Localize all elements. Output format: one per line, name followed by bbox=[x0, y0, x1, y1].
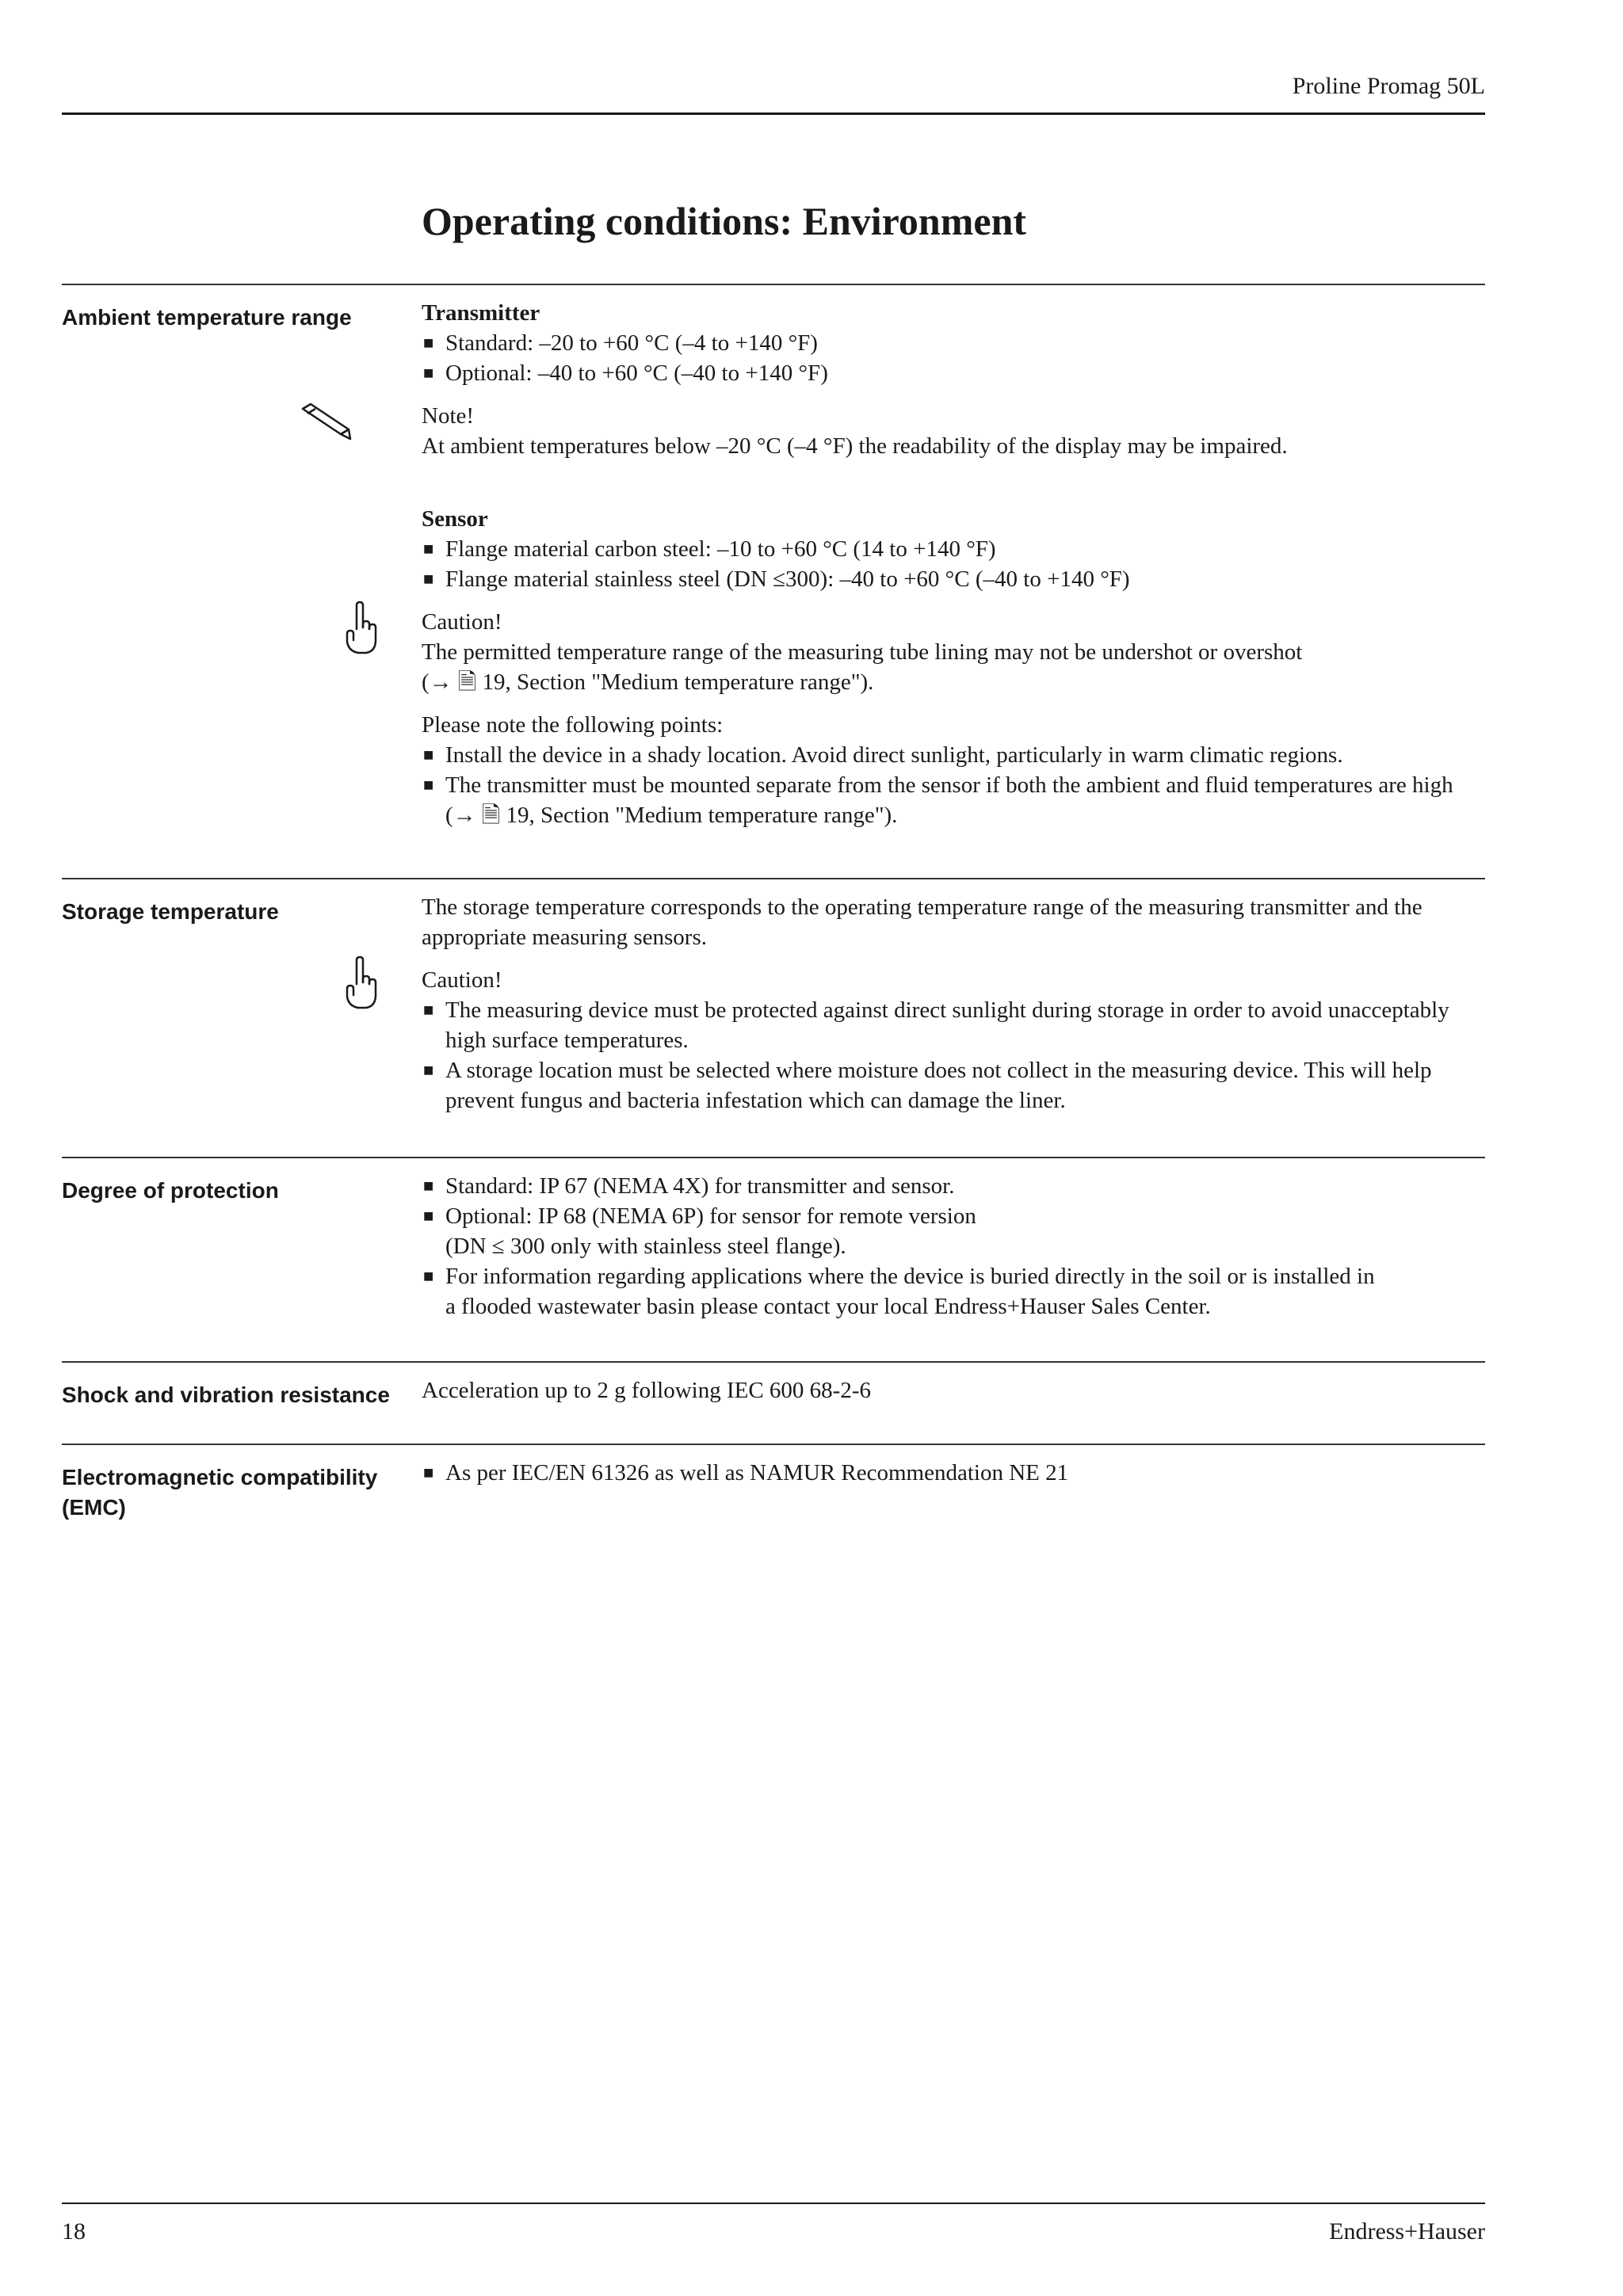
bullet-icon: ■ bbox=[423, 1176, 434, 1196]
bullet-icon: ■ bbox=[423, 1000, 434, 1020]
list-item: ■ As per IEC/EN 61326 as well as NAMUR Recommendation NE 21 bbox=[422, 1458, 1485, 1488]
section-rule bbox=[62, 1361, 1485, 1363]
emc-label-line2: (EMC) bbox=[62, 1495, 126, 1520]
section-ambient-temperature bbox=[62, 284, 1485, 870]
running-header: Proline Promag 50L bbox=[1292, 73, 1485, 99]
section-storage-temperature bbox=[62, 878, 1485, 1155]
list-item: ■ Optional: –40 to +60 °C (–40 to +140 °F) bbox=[422, 358, 1485, 388]
section-label: Storage temperature bbox=[62, 899, 279, 924]
shock-text: Acceleration up to 2 g following IEC 600 68-2-6 bbox=[422, 1378, 871, 1403]
section-shock-vibration bbox=[62, 1361, 1485, 1440]
footer-rule bbox=[62, 2203, 1485, 2204]
section-rule bbox=[62, 284, 1485, 285]
points-intro: Please note the following points: bbox=[422, 712, 724, 738]
note-pencil-icon bbox=[300, 402, 352, 442]
bullet-icon: ■ bbox=[423, 569, 434, 589]
section-content bbox=[422, 1375, 1485, 1405]
bullet-icon: ■ bbox=[423, 1206, 434, 1226]
sensor-heading: Sensor bbox=[422, 506, 488, 532]
emc-list bbox=[422, 1458, 1485, 1488]
section-rule bbox=[62, 1157, 1485, 1158]
list-item: ■ Flange material carbon steel: –10 to +60 °C (14 to +140 °F) bbox=[422, 534, 1485, 564]
section-content bbox=[422, 1171, 1485, 1322]
bullet-icon: ■ bbox=[423, 745, 434, 765]
section-label: Ambient temperature range bbox=[62, 305, 352, 330]
caution-title: Caution! bbox=[422, 967, 502, 993]
bullet-icon: ■ bbox=[423, 775, 434, 795]
list-item: ■ Install the device in a shady location. Avoid direct sunlight, particularly in warm climatic regions. bbox=[422, 740, 1485, 770]
section-content bbox=[422, 298, 1485, 830]
protection-list bbox=[422, 1171, 1485, 1322]
section-rule bbox=[62, 878, 1485, 879]
caution-text-line2: (→ 🗎 19, Section "Medium temperature range"). bbox=[422, 669, 874, 695]
page-title: Operating conditions: Environment bbox=[422, 199, 1027, 243]
storage-text: The storage temperature corresponds to the operating temperature range of the measuring transmitter and the appropriate measuring sensors. bbox=[422, 894, 1423, 950]
page-number: 18 bbox=[62, 2218, 86, 2245]
transmitter-list bbox=[422, 328, 1485, 388]
caution-hand-icon bbox=[344, 601, 379, 656]
section-content bbox=[422, 1458, 1485, 1488]
section-content bbox=[422, 892, 1485, 1116]
section-emc bbox=[62, 1444, 1485, 1539]
caution-title: Caution! bbox=[422, 609, 502, 635]
note-text: At ambient temperatures below –20 °C (–4 °F) the readability of the display may be impaired. bbox=[422, 433, 1288, 459]
points-list bbox=[422, 740, 1485, 830]
list-item: ■ The transmitter must be mounted separate from the sensor if both the ambient and fluid temperatures are high (→ 🗎 19, Section "Medium temperature range"). bbox=[422, 770, 1485, 830]
list-item: ■ Standard: –20 to +60 °C (–4 to +140 °F) bbox=[422, 328, 1485, 358]
section-label bbox=[62, 1463, 411, 1523]
emc-label-line1: Electromagnetic compatibility bbox=[62, 1465, 378, 1489]
bullet-icon: ■ bbox=[423, 333, 434, 353]
bullet-icon: ■ bbox=[423, 1060, 434, 1080]
list-item: ■ Standard: IP 67 (NEMA 4X) for transmitter and sensor. bbox=[422, 1171, 1485, 1201]
bullet-icon: ■ bbox=[423, 1266, 434, 1286]
transmitter-heading: Transmitter bbox=[422, 300, 540, 326]
list-item: ■ For information regarding applications where the device is buried directly in the soil or is installed in a flooded wastewater basin please contact your local Endress+Hauser Sales Center. bbox=[422, 1261, 1485, 1322]
footer-brand: Endress+Hauser bbox=[1329, 2218, 1485, 2245]
note-title: Note! bbox=[422, 403, 475, 429]
list-item: ■ The measuring device must be protected against direct sunlight during storage in order to avoid unacceptably high surface temperatures. bbox=[422, 995, 1485, 1055]
header-rule bbox=[62, 113, 1485, 115]
list-item: ■ Flange material stainless steel (DN ≤300): –40 to +60 °C (–40 to +140 °F) bbox=[422, 564, 1485, 594]
storage-caution-list bbox=[422, 995, 1485, 1116]
caution-hand-icon bbox=[344, 955, 379, 1011]
section-rule bbox=[62, 1444, 1485, 1445]
list-item: ■ Optional: IP 68 (NEMA 6P) for sensor for remote version (DN ≤ 300 only with stainless steel flange). bbox=[422, 1201, 1485, 1261]
caution-text-line1: The permitted temperature range of the measuring tube lining may not be undershot or overshot bbox=[422, 639, 1303, 665]
bullet-icon: ■ bbox=[423, 539, 434, 559]
section-degree-of-protection bbox=[62, 1157, 1485, 1355]
list-item: ■ A storage location must be selected where moisture does not collect in the measuring device. This will help prevent fungus and bacteria infestation which can damage the liner. bbox=[422, 1055, 1485, 1116]
section-label: Degree of protection bbox=[62, 1178, 279, 1203]
bullet-icon: ■ bbox=[423, 1463, 434, 1482]
sensor-list bbox=[422, 534, 1485, 594]
section-label: Shock and vibration resistance bbox=[62, 1383, 390, 1407]
bullet-icon: ■ bbox=[423, 363, 434, 383]
